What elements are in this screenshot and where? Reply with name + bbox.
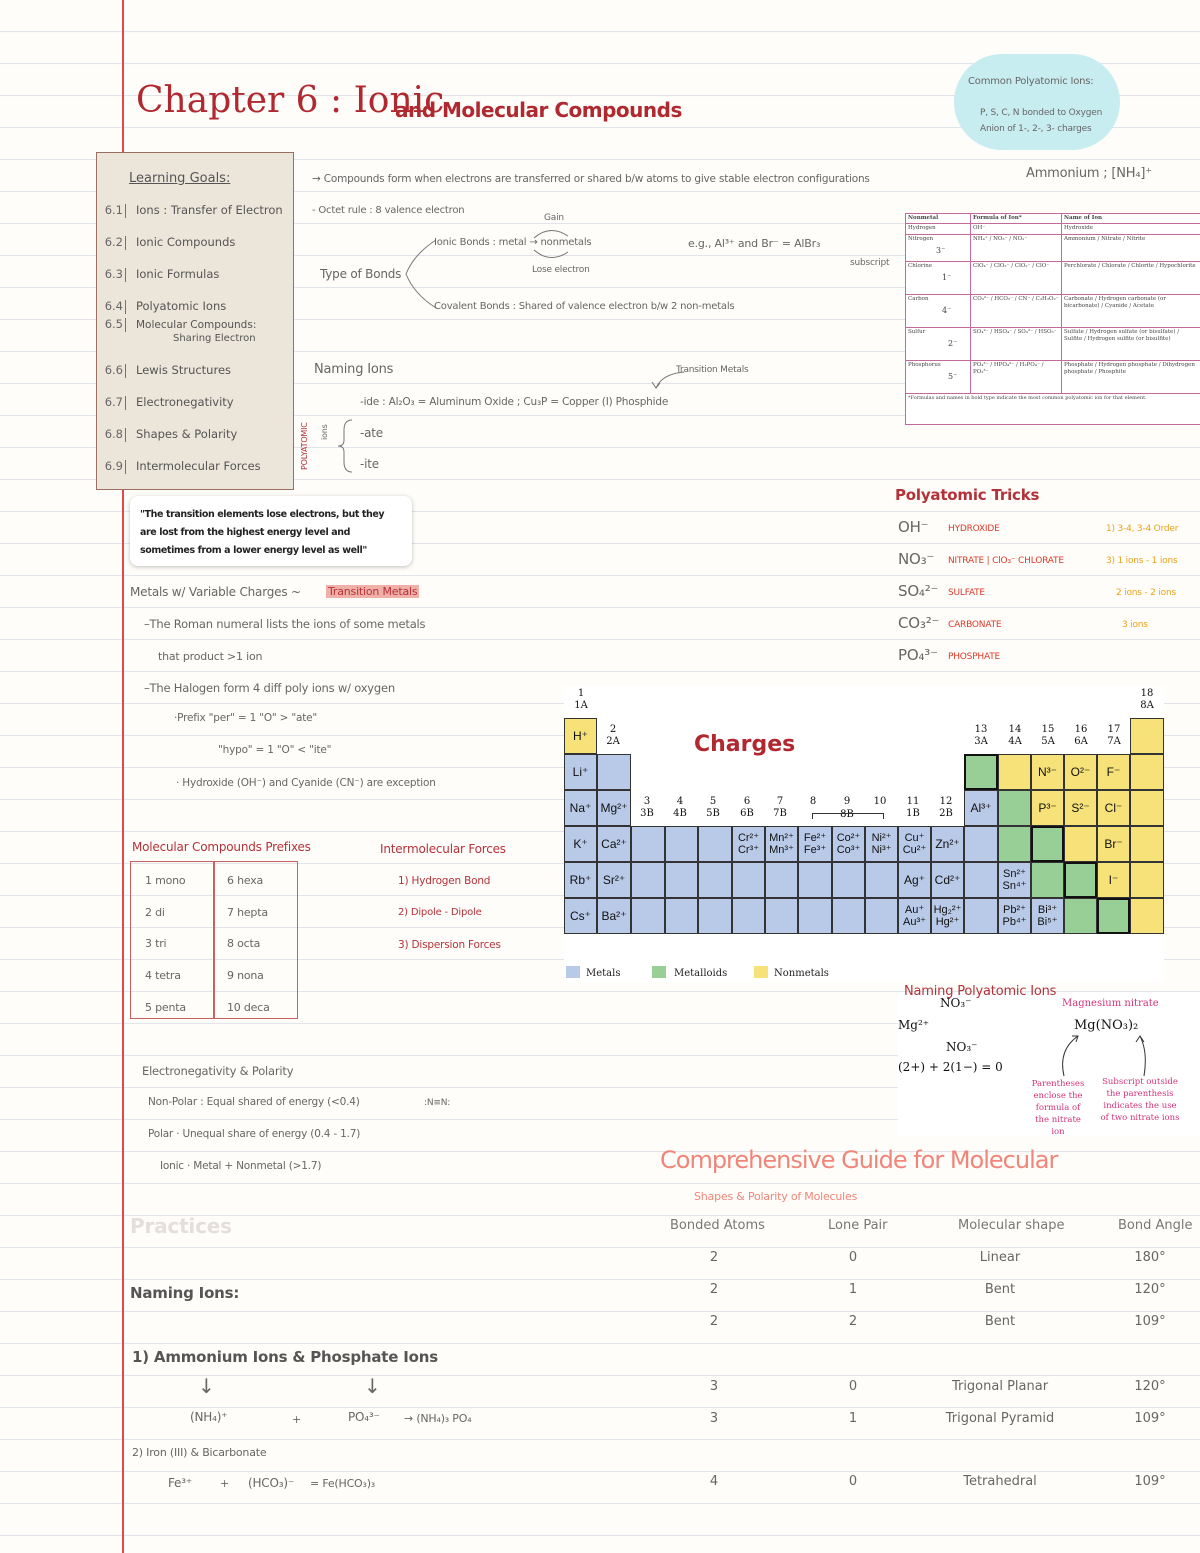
- polyatomic-ions-bubble: [954, 54, 1120, 150]
- trick-name: HYDROXIDE: [948, 524, 1000, 534]
- element-Ca: Ca²⁺: [597, 826, 631, 862]
- goal-item: 6.2 Ionic Compounds: [104, 235, 236, 249]
- prefix-item: 4 tetra: [145, 969, 181, 982]
- element-Zn: Zn²⁺: [931, 826, 964, 862]
- goal-item-sub: Sharing Electron: [173, 333, 256, 344]
- no3-ion: NO₃⁻: [946, 1040, 978, 1054]
- element-Be: [597, 754, 631, 790]
- element-Cu: Cu⁺ Cu²⁺: [898, 826, 931, 862]
- element-Ni: Ni²⁺ Ni³⁺: [865, 826, 898, 862]
- element-Os: [798, 898, 832, 934]
- prefix-item: 1 mono: [145, 874, 186, 887]
- group-label: 6 6B: [740, 796, 754, 819]
- goal-item: 6.9 Intermolecular Forces: [104, 459, 261, 473]
- practice-q2-plus: +: [220, 1477, 230, 1490]
- ionic-bonds: Ionic Bonds : metal → nonmetals: [434, 237, 592, 248]
- ite-suffix: -ite: [360, 457, 379, 471]
- gain-label: Gain: [544, 213, 564, 223]
- element-Ar: [1130, 790, 1164, 826]
- practice-q1-anion: PO₄³⁻: [348, 1410, 380, 1424]
- goal-item: 6.8 Shapes & Polarity: [104, 427, 238, 441]
- element-F: F⁻: [1097, 754, 1130, 790]
- prefixes-heading: Molecular Compounds Prefixes: [132, 840, 311, 854]
- group-label: 9: [843, 796, 851, 807]
- covalent-bonds: Covalent Bonds : Shared of valence electron b/w 2 non-metals: [434, 301, 735, 312]
- element-Hf: [665, 898, 698, 934]
- guide-header: Molecular shape: [958, 1218, 1065, 1233]
- group-label: 14 4A: [1008, 724, 1022, 747]
- naming-polyatomic-figure: [898, 992, 1200, 1136]
- nonpolar-note: Non-Polar : Equal shared of energy (<0.4): [148, 1096, 360, 1108]
- variable-note-4: ·Prefix "per" = 1 "O" > "ate": [174, 712, 318, 724]
- group-label: 18 8A: [1140, 688, 1154, 711]
- imf-item: 2) Dipole - Dipole: [398, 907, 482, 918]
- group-label: 8B: [832, 809, 862, 821]
- element-P: P³⁻: [1031, 790, 1064, 826]
- practice-q1-cation: (NH₄)⁺: [190, 1410, 228, 1424]
- element-Rn: [1130, 898, 1164, 934]
- group-label: 7 7B: [773, 796, 787, 819]
- transition-quote: "The transition elements lose electrons, but they are lost from the highest energy level and sometimes from a lower energy level as well": [130, 496, 412, 566]
- element-Sn: Sn²⁺ Sn⁴⁺: [998, 862, 1031, 898]
- element-K: K⁺: [564, 826, 597, 862]
- compounds-note: → Compounds form when electrons are transferred or shared b/w atoms to give stable electron configurations: [312, 173, 870, 185]
- trick-formula: SO₄²⁻: [898, 582, 939, 600]
- element-Po: [1064, 898, 1097, 934]
- trick-name: SULFATE: [948, 588, 985, 598]
- element-Ag: Ag⁺: [898, 862, 931, 898]
- polyatomic-ions-table: [905, 213, 1200, 425]
- element-Kr: [1130, 826, 1164, 862]
- element-Ir: [832, 898, 865, 934]
- bubble-line1: P, S, C, N bonded to Oxygen: [980, 108, 1103, 118]
- element-Na: Na⁺: [564, 790, 597, 826]
- table-header: Nonmetal: [908, 215, 939, 221]
- prefix-item: 10 deca: [227, 1001, 270, 1014]
- element-Ga: [964, 826, 998, 862]
- element-W: [732, 898, 765, 934]
- guide-subtitle: Shapes & Polarity of Molecules: [694, 1190, 858, 1203]
- table-row: Phosphorus 5⁻ PO₄³⁻ / HPO₄²⁻ / H₂PO₄⁻ / PO₃³⁻ Phosphate / Hydrogen phosphate / Dihydrogen phosphate / Phosphite: [906, 361, 1200, 394]
- charges-label: Charges: [694, 732, 796, 757]
- practice-q1: 1) Ammonium Ions & Phosphate Ions: [132, 1348, 438, 1366]
- element-Ne: [1130, 754, 1164, 790]
- element-V: [698, 826, 732, 862]
- table-row: Chlorine 1⁻ ClO₄⁻ / ClO₃⁻ / ClO₂⁻ / ClO⁻ Perchlorate / Chlorate / Chlorite / Hypochlorite: [906, 262, 1200, 295]
- imf-heading: Intermolecular Forces: [380, 842, 506, 856]
- element-Cs: Cs⁺: [564, 898, 597, 934]
- trick-formula: OH⁻: [898, 518, 929, 536]
- element-At: [1097, 898, 1130, 934]
- ate-suffix: -ate: [360, 426, 383, 440]
- element-Sr: Sr²⁺: [597, 862, 631, 898]
- prefixes-box: [130, 861, 298, 1019]
- table-header: Formula of Ion*: [971, 214, 1062, 224]
- practice-q2-anion: (HCO₃)⁻: [248, 1476, 294, 1490]
- group-label: 2 2A: [606, 724, 620, 747]
- guide-header: Bond Angle: [1118, 1218, 1193, 1233]
- goal-item: 6.4 Polyatomic Ions: [104, 299, 227, 313]
- imf-item: 3) Dispersion Forces: [398, 939, 501, 951]
- legend-swatch-nonmetals: [754, 966, 768, 978]
- goal-item: 6.5 Molecular Compounds:: [104, 317, 257, 331]
- arrow-down-icon: ↓: [364, 1374, 381, 1398]
- element-Ba: Ba²⁺: [597, 898, 631, 934]
- trick-name: PHOSPHATE: [948, 652, 1001, 662]
- trick-formula: PO₄³⁻: [898, 646, 938, 664]
- element-C: [998, 754, 1031, 790]
- page-title-rest: and Molecular Compounds: [395, 98, 682, 122]
- guide-header: Lone Pair: [828, 1218, 888, 1233]
- transition-metals-highlight: Transition Metals: [328, 585, 418, 598]
- goal-item: 6.7 Electronegativity: [104, 395, 234, 409]
- trick-formula: NO₃⁻: [898, 550, 935, 568]
- group-label: 16 6A: [1074, 724, 1088, 747]
- guide-title: Comprehensive Guide for Molecular: [660, 1146, 1058, 1174]
- practices-heading: Practices: [130, 1214, 232, 1238]
- ammonium-note: Ammonium ; [NH₄]⁺: [1026, 166, 1152, 181]
- table-row: Nitrogen 3⁻ NH₄⁺ / NO₃⁻ / NO₂⁻ Ammonium / Nitrate / Nitrite: [906, 235, 1200, 262]
- goal-item: 6.3 Ionic Formulas: [104, 267, 220, 281]
- element-Mn: Mn²⁺ Mn³⁺: [765, 826, 798, 862]
- element-In: [964, 862, 998, 898]
- group-label: 3 3B: [640, 796, 654, 819]
- variable-note-1: –The Roman numeral lists the ions of some metals: [144, 617, 426, 631]
- element-Se: [1064, 826, 1097, 862]
- element-Sc: [631, 826, 665, 862]
- element-Xe: [1130, 862, 1164, 898]
- element-Tl: [964, 898, 998, 934]
- legend-swatch-metalloids: [652, 966, 666, 978]
- group-label: 5 5B: [706, 796, 720, 819]
- group-label: 4 4B: [673, 796, 687, 819]
- no3-top: NO₃⁻: [940, 996, 972, 1010]
- element-As: [1031, 826, 1064, 862]
- prefix-item: 7 hepta: [227, 906, 268, 919]
- trick-note: 2 ions - 2 ions: [1116, 588, 1176, 598]
- trick-name: CARBONATE: [948, 620, 1002, 630]
- periodic-table-charges: [564, 686, 1164, 982]
- element-Bi: Bi³⁺ Bi⁵⁺: [1031, 898, 1064, 934]
- group-label: 10: [873, 796, 887, 807]
- element-Tc: [765, 862, 798, 898]
- naming-polyatomic-heading: Naming Polyatomic Ions: [904, 984, 1057, 999]
- imf-item: 1) Hydrogen Bond: [398, 875, 491, 887]
- practice-q2-cation: Fe³⁺: [168, 1476, 192, 1490]
- goal-item: 6.1 Ions : Transfer of Electron: [104, 203, 283, 217]
- table-row: Carbon 4⁻ CO₃²⁻ / HCO₃⁻ / CN⁻ / C₂H₃O₂⁻ Carbonate / Hydrogen carbonate (or bicarbonate) / Cyanide / Acetate: [906, 295, 1200, 328]
- transition-metals-note: Transition Metals: [676, 365, 749, 375]
- element-N: N³⁻: [1031, 754, 1064, 790]
- practice-q1-answer: → (NH₄)₃ PO₄: [404, 1412, 472, 1425]
- element-Ta: [698, 898, 732, 934]
- element-S: S²⁻: [1064, 790, 1097, 826]
- legend-metalloids: Metalloids: [674, 968, 728, 979]
- n2-structure: :N≡N:: [424, 1098, 451, 1108]
- learning-goals-box: [96, 152, 294, 490]
- page-title: Chapter 6 : Ionic: [136, 80, 445, 121]
- practice-q2: 2) Iron (III) & Bicarbonate: [132, 1446, 267, 1459]
- legend-swatch-metals: [566, 966, 580, 978]
- trick-note: 3 ions: [1122, 620, 1148, 630]
- magnesium-nitrate-formula: Mg(NO₃)₂: [1074, 1018, 1139, 1033]
- element-Mg: Mg²⁺: [597, 790, 631, 826]
- element-B: [964, 754, 998, 790]
- charge-equation: (2+) + 2(1−) = 0: [898, 1060, 1003, 1074]
- element-Si: [998, 790, 1031, 826]
- octet-rule: - Octet rule : 8 valence electron: [312, 205, 465, 216]
- prefix-item: 6 hexa: [227, 874, 264, 887]
- table-footnote: *Formulas and names in bold type indicate the most common polyatomic ion for that element.: [906, 394, 1200, 404]
- legend-nonmetals: Nonmetals: [774, 968, 829, 979]
- element-H: H⁺: [564, 718, 597, 754]
- element-Au: Au⁺ Au³⁺: [898, 898, 931, 934]
- trick-formula: CO₃²⁻: [898, 614, 940, 632]
- bubble-title: Common Polyatomic Ions:: [968, 76, 1094, 87]
- element-Cr: Cr²⁺ Cr³⁺: [732, 826, 765, 862]
- element-Rh: [832, 862, 865, 898]
- prefix-item: 2 di: [145, 906, 165, 919]
- bond-types-label: Type of Bonds: [320, 267, 402, 281]
- trick-name: NITRATE | ClO₃⁻ CHLORATE: [948, 556, 1064, 566]
- element-He: [1130, 718, 1164, 754]
- prefix-item: 8 octa: [227, 937, 261, 950]
- element-Ti: [665, 826, 698, 862]
- table-row: Sulfur 2⁻ SO₄²⁻ / HSO₄⁻ / SO₃²⁻ / HSO₃⁻ Sulfate / Hydrogen sulfate (or bisulfate) / Sulfite / Hydrogen sulfite (or bisulfite): [906, 328, 1200, 361]
- bond-example: e.g., Al³⁺ and Br⁻ = AlBr₃: [688, 237, 821, 250]
- element-Sb: [1031, 862, 1064, 898]
- element-Pb: Pb²⁺ Pb⁴⁺: [998, 898, 1031, 934]
- guide-header: Bonded Atoms: [670, 1218, 765, 1233]
- variable-note-2: that product >1 ion: [158, 650, 263, 663]
- ions-brace: [336, 418, 356, 474]
- trick-note: 3) 1 ions - 1 ions: [1106, 556, 1178, 566]
- element-La: [631, 898, 665, 934]
- variable-note-6: · Hydroxide (OH⁻) and Cyanide (CN⁻) are exception: [176, 777, 436, 789]
- mg-ion: Mg²⁺: [898, 1018, 930, 1032]
- ionic-note: Ionic · Metal + Nonmetal (>1.7): [160, 1160, 322, 1172]
- ide-rule: -ide : Al₂O₃ = Aluminum Oxide ; Cu₃P = Copper (I) Phosphide: [360, 396, 669, 408]
- element-Mo: [732, 862, 765, 898]
- practice-q1-plus: +: [292, 1413, 302, 1426]
- element-I: I⁻: [1097, 862, 1130, 898]
- group-label: 17 7A: [1107, 724, 1121, 747]
- element-Li: Li⁺: [564, 754, 597, 790]
- prefix-item: 5 penta: [145, 1001, 186, 1014]
- electron-arrows: [526, 222, 576, 266]
- element-Al: Al³⁺: [964, 790, 998, 826]
- polyatomic-vertical-label: POLYATOMIC: [300, 422, 309, 470]
- subscript-note: subscript: [850, 258, 890, 268]
- element-Br: Br⁻: [1097, 826, 1130, 862]
- poly-tricks-heading: Polyatomic Tricks: [895, 486, 1040, 504]
- group-label: 15 5A: [1041, 724, 1055, 747]
- goal-item: 6.6 Lewis Structures: [104, 363, 232, 377]
- element-Y: [631, 862, 665, 898]
- electroneg-heading: Electronegativity & Polarity: [142, 1064, 294, 1078]
- prefix-item: 3 tri: [145, 937, 167, 950]
- variable-note-3: –The Halogen form 4 diff poly ions w/ oxygen: [144, 681, 395, 695]
- subscript-outside-note: Subscript outside the parenthesis indicates the use of two nitrate ions: [1100, 1077, 1180, 1123]
- magnesium-nitrate-label: Magnesium nitrate: [1062, 998, 1159, 1009]
- naming-ions-practice: Naming Ions:: [130, 1284, 240, 1302]
- element-Ru: [798, 862, 832, 898]
- element-Nb: [698, 862, 732, 898]
- element-O: O²⁻: [1064, 754, 1097, 790]
- element-Te: [1064, 862, 1097, 898]
- practice-q2-answer: = Fe(HCO₃)₃: [310, 1477, 376, 1490]
- variable-charges-heading: Metals w/ Variable Charges ~: [130, 585, 301, 599]
- element-Re: [765, 898, 798, 934]
- group-label: 1 1A: [574, 688, 588, 711]
- polar-note: Polar · Unequal share of energy (0.4 - 1.7): [148, 1128, 361, 1140]
- element-Ge: [998, 826, 1031, 862]
- group-label: 11 1B: [906, 796, 920, 819]
- lose-label: Lose electron: [532, 265, 590, 275]
- element-Zr: [665, 862, 698, 898]
- element-Cl: Cl⁻: [1097, 790, 1130, 826]
- element-Rb: Rb⁺: [564, 862, 597, 898]
- element-Pd: [865, 862, 898, 898]
- trick-note: 1) 3-4, 3-4 Order: [1106, 524, 1179, 534]
- ions-vertical-label: ions: [320, 424, 329, 440]
- group-label: 8: [809, 796, 817, 807]
- element-Cd: Cd²⁺: [931, 862, 964, 898]
- table-header: Name of Ion: [1062, 214, 1200, 224]
- bubble-line2: Anion of 1-, 2-, 3- charges: [980, 124, 1092, 134]
- element-Hg: Hg₂²⁺ Hg²⁺: [931, 898, 964, 934]
- table-row: Hydrogen OH⁻ Hydroxide: [906, 224, 1200, 235]
- learning-goals-heading: Learning Goals:: [129, 171, 231, 186]
- element-Pt: [865, 898, 898, 934]
- parentheses-note: Parentheses enclose the formula of the nitrate ion: [1031, 1079, 1085, 1137]
- element-Co: Co²⁺ Co³⁺: [832, 826, 865, 862]
- group-label: 13 3A: [974, 724, 988, 747]
- variable-note-5: "hypo" = 1 "O" < "ite": [218, 744, 332, 756]
- prefix-item: 9 nona: [227, 969, 264, 982]
- naming-ions-heading: Naming Ions: [314, 362, 394, 377]
- group-8b-bracket: [812, 813, 884, 819]
- group-label: 12 2B: [939, 796, 953, 819]
- transition-arrow: [648, 368, 688, 392]
- arrow-down-icon: ↓: [198, 1374, 215, 1398]
- element-Fe: Fe²⁺ Fe³⁺: [798, 826, 832, 862]
- annotation-arrows: [1048, 1030, 1158, 1080]
- legend-metals: Metals: [586, 968, 621, 979]
